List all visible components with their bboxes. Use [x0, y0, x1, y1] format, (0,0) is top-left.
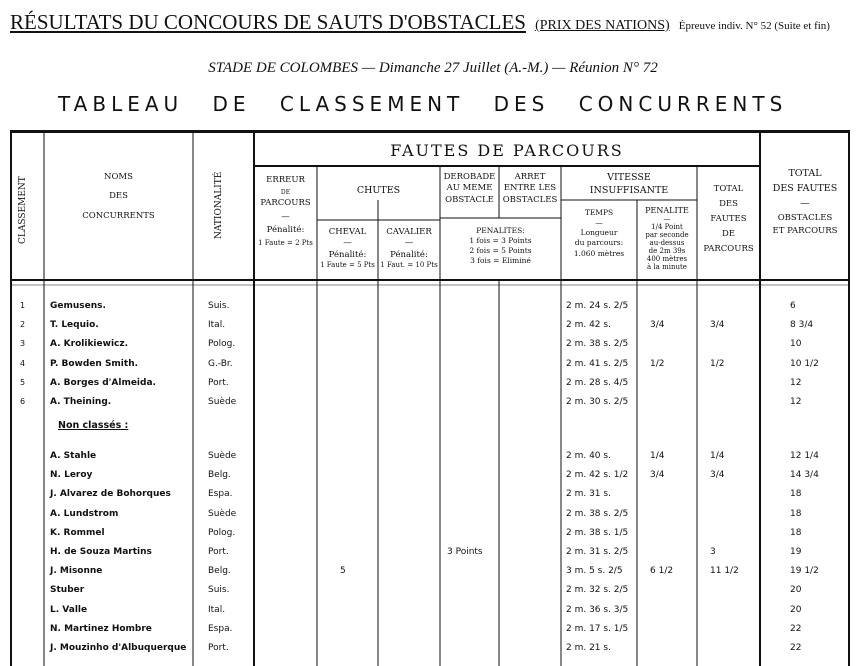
- cheval-l2: —: [343, 238, 352, 249]
- name-cell: N. Leroy: [50, 470, 93, 481]
- total-fautes-cell: 18: [790, 527, 802, 538]
- header-noms-line2: DES: [109, 191, 128, 202]
- tfp-l1: TOTAL: [713, 184, 744, 194]
- temps-l5: 1.060 mètres: [573, 248, 625, 258]
- cheval-l3: Pénalité:: [328, 249, 367, 260]
- temps-cell: 2 m. 42 s. 1/2: [566, 470, 629, 481]
- header-classement: CLASSEMENT: [18, 176, 28, 244]
- header-cavalier: [378, 227, 440, 271]
- penalite-vitesse-cell: 3/4: [650, 470, 665, 481]
- epreuve-label: Épreuve indiv. N° 52 (Suite et fin): [678, 20, 830, 32]
- rank-cell: 5: [20, 377, 26, 387]
- table-row: [10, 563, 850, 582]
- total-parcours-cell: 11 1/2: [710, 566, 739, 577]
- header-line: [10, 10, 860, 35]
- temps-cell: 2 m. 38 s. 2/5: [566, 339, 629, 350]
- penalites-l2: 1 fois = 3 Points: [469, 236, 532, 246]
- total-parcours-cell: 1/4: [710, 451, 725, 461]
- total-fautes-cell: 18: [790, 489, 802, 500]
- non-classes-label: Non classés :: [58, 420, 129, 431]
- erreur-l4: —: [281, 211, 290, 222]
- penvit-l1: PENALITE: [645, 206, 689, 215]
- name-cell: A. Krolikiewicz.: [50, 339, 129, 350]
- nationality-cell: Espa.: [208, 489, 233, 500]
- cheval-cell: 5: [340, 566, 346, 577]
- nationality-cell: Polog.: [208, 527, 236, 538]
- penvit-l2: —: [663, 215, 671, 224]
- tdf-l5: ET PARCOURS: [772, 226, 838, 237]
- nationality-cell: Polog.: [208, 339, 236, 350]
- header-total-fautes-parcours: [697, 182, 760, 256]
- name-cell: Stuber: [50, 585, 85, 596]
- name-cell: H. de Souza Martins: [50, 547, 152, 557]
- nationality-cell: Ital.: [208, 320, 226, 331]
- penalites-l3: 2 fois = 5 Points: [469, 246, 532, 256]
- erreur-l5: Pénalité:: [266, 225, 305, 236]
- penalite-vitesse-cell: 6 1/2: [650, 566, 674, 577]
- temps-cell: 2 m. 38 s. 2/5: [566, 508, 629, 519]
- tdf-l3: —: [800, 198, 810, 210]
- tfp-l4: DE: [721, 228, 736, 239]
- temps-cell: 2 m. 32 s. 2/5: [566, 585, 629, 596]
- table-row: [10, 525, 850, 544]
- penvit-l6: de 2m 39s: [648, 247, 686, 256]
- name-cell: A. Lundstrom: [50, 508, 119, 519]
- temps-l2: —: [595, 218, 603, 228]
- event-subtitle: STADE DE COLOMBES — Dimanche 27 Juillet (A.-M.) — Réunion N° 72: [208, 60, 658, 76]
- table-row: [10, 336, 850, 355]
- name-cell: K. Rommel: [50, 527, 105, 538]
- header-temps: [561, 208, 637, 259]
- table-row: [10, 582, 850, 601]
- total-fautes-cell: 12: [790, 377, 802, 388]
- derobade-l1: DEROBADE: [443, 172, 496, 182]
- total-fautes-cell: 20: [790, 585, 802, 596]
- temps-cell: 2 m. 21 s.: [566, 643, 611, 653]
- table-row: [10, 448, 850, 467]
- derobade-cell: 3 Points: [447, 547, 483, 557]
- tdf-l4: OBSTACLES: [777, 212, 833, 223]
- total-parcours-cell: 3/4: [710, 320, 725, 331]
- nationality-cell: Suède: [208, 451, 237, 461]
- cheval-l1: CHEVAL: [328, 227, 367, 237]
- derobade-l3: OBSTACLE: [445, 194, 494, 205]
- temps-cell: 2 m. 42 s.: [566, 320, 611, 331]
- header-arret: [499, 172, 561, 206]
- total-fautes-cell: 22: [790, 623, 802, 634]
- header-chutes: CHUTES: [356, 185, 401, 196]
- table-row: [10, 317, 850, 336]
- rank-cell: 6: [20, 397, 26, 406]
- penvit-l3: 1/4 Point: [651, 223, 683, 232]
- vitesse-l1: VITESSE: [607, 172, 651, 183]
- temps-cell: 2 m. 31 s. 2/5: [566, 547, 629, 557]
- arret-l1: ARRET: [514, 172, 546, 182]
- tfp-l3: FAUTES: [710, 213, 747, 224]
- total-parcours-cell: 3: [710, 547, 716, 557]
- name-cell: Gemusens.: [50, 301, 106, 311]
- tdf-l2: DES FAUTES: [772, 183, 838, 195]
- nationality-cell: Espa.: [208, 623, 233, 634]
- document-title: RÉSULTATS DU CONCOURS DE SAUTS D'OBSTACLES: [10, 10, 526, 34]
- derobade-l2: AU MEME: [446, 183, 493, 194]
- temps-l1: TEMPS: [584, 208, 614, 217]
- temps-l4: du parcours:: [574, 238, 624, 248]
- header-penalite-vitesse: [637, 206, 697, 272]
- penalite-vitesse-cell: 1/4: [650, 451, 665, 461]
- table-row: [10, 544, 850, 563]
- penvit-l8: à la minute: [647, 263, 687, 272]
- temps-cell: 2 m. 28 s. 4/5: [566, 377, 629, 388]
- total-fautes-cell: 12: [790, 397, 802, 407]
- nationality-cell: Belg.: [208, 470, 231, 481]
- penvit-l5: au-dessus: [649, 239, 685, 248]
- nationality-cell: Suis.: [208, 585, 230, 596]
- total-fautes-cell: 8 3/4: [790, 320, 814, 331]
- total-parcours-cell: 3/4: [710, 470, 725, 481]
- penalites-l1: PENALITES:: [476, 226, 525, 235]
- erreur-l2: DE: [280, 188, 291, 196]
- penalites-l4: 3 fois = Eliminé: [470, 256, 531, 266]
- tdf-l1: TOTAL: [788, 168, 822, 179]
- total-fautes-cell: 10: [790, 339, 802, 350]
- name-cell: P. Bowden Smith.: [50, 358, 139, 369]
- header-fautes-de-parcours: FAUTES DE PARCOURS: [390, 141, 624, 160]
- header-noms: [44, 172, 193, 222]
- name-cell: J. Mouzinho d'Albuquerque: [50, 643, 187, 653]
- cavalier-l3: Pénalité:: [390, 249, 428, 260]
- rank-cell: 1: [20, 301, 26, 310]
- header-noms-line1: NOMS: [104, 172, 133, 182]
- nationality-cell: Suède: [208, 508, 237, 519]
- tfp-l5: PARCOURS: [703, 243, 754, 254]
- penalite-vitesse-cell: 1/2: [650, 358, 665, 369]
- rank-cell: 4: [20, 358, 26, 368]
- header-vitesse: [561, 172, 697, 198]
- nationality-cell: Suède: [208, 397, 237, 407]
- nationality-cell: G.-Br.: [208, 358, 233, 369]
- nationality-cell: Port.: [208, 547, 229, 557]
- total-fautes-cell: 12 1/4: [790, 451, 819, 461]
- temps-cell: 2 m. 40 s.: [566, 451, 611, 461]
- table-row: [10, 375, 850, 394]
- cavalier-l2: —: [404, 238, 414, 249]
- total-fautes-cell: 22: [790, 643, 802, 653]
- total-fautes-cell: 19: [790, 547, 802, 557]
- total-fautes-cell: 14 3/4: [790, 470, 819, 481]
- nationality-cell: Port.: [208, 643, 229, 653]
- table-row: [10, 298, 850, 317]
- name-cell: T. Lequio.: [50, 320, 99, 331]
- results-table: [10, 130, 850, 666]
- arret-l3: OBSTACLES: [502, 194, 558, 205]
- table-row: [10, 640, 850, 659]
- erreur-l3: PARCOURS: [260, 198, 311, 209]
- name-cell: J. Alvarez de Bohorques: [50, 489, 171, 500]
- total-fautes-cell: 18: [790, 508, 802, 519]
- header-noms-line3: CONCURRENTS: [82, 210, 155, 221]
- header-penalites: [440, 226, 561, 267]
- penalite-vitesse-cell: 3/4: [650, 320, 665, 331]
- nationality-cell: Belg.: [208, 566, 231, 577]
- table-row: [10, 356, 850, 375]
- temps-cell: 2 m. 41 s. 2/5: [566, 358, 629, 369]
- temps-l3: Longueur: [580, 228, 618, 238]
- cavalier-l1: CAVALIER: [386, 227, 432, 237]
- temps-cell: 2 m. 24 s. 2/5: [566, 301, 629, 311]
- vitesse-l2: INSUFFISANTE: [589, 184, 669, 196]
- name-cell: L. Valle: [50, 604, 88, 615]
- document-title-sub: (PRIX DES NATIONS): [535, 18, 670, 33]
- header-erreur: [254, 174, 317, 249]
- name-cell: J. Misonne: [50, 566, 103, 577]
- cavalier-l4: 1 Faut. = 10 Pts: [380, 261, 438, 270]
- name-cell: A. Stahle: [50, 451, 97, 461]
- header-nationalite: NATIONALITÉ: [214, 171, 224, 239]
- header-cheval: [317, 227, 378, 271]
- erreur-l1: ERREUR: [266, 175, 305, 185]
- temps-cell: 2 m. 36 s. 3/5: [566, 604, 629, 615]
- temps-cell: 2 m. 38 s. 1/5: [566, 527, 629, 538]
- temps-cell: 2 m. 17 s. 1/5: [566, 623, 629, 634]
- penvit-l7: 400 mètres: [646, 255, 688, 264]
- total-fautes-cell: 20: [790, 604, 802, 615]
- temps-cell: 2 m. 31 s.: [566, 489, 611, 500]
- nationality-cell: Port.: [208, 377, 229, 388]
- table-row: [10, 621, 850, 640]
- nationality-cell: Suis.: [208, 301, 230, 311]
- arret-l2: ENTRE LES: [503, 183, 557, 194]
- table-row: [10, 486, 850, 505]
- total-fautes-cell: 6: [790, 301, 796, 311]
- total-fautes-cell: 19 1/2: [790, 566, 819, 577]
- total-parcours-cell: 1/2: [710, 358, 725, 369]
- header-derobade: [440, 172, 499, 206]
- erreur-l6: 1 Faute = 2 Pts: [258, 238, 313, 247]
- cheval-l4: 1 Faute = 5 Pts: [320, 261, 375, 270]
- penvit-l4: par seconde: [645, 231, 689, 240]
- header-total-des-fautes: [760, 166, 850, 239]
- table-row: [10, 602, 850, 621]
- table-row: [10, 394, 850, 413]
- temps-cell: 3 m. 5 s. 2/5: [566, 566, 623, 577]
- rank-cell: 3: [20, 339, 26, 349]
- temps-cell: 2 m. 30 s. 2/5: [566, 397, 629, 407]
- name-cell: N. Martinez Hombre: [50, 623, 152, 634]
- name-cell: A. Borges d'Almeida.: [50, 377, 156, 388]
- rank-cell: 2: [20, 320, 26, 330]
- tfp-l2: DES: [719, 198, 738, 209]
- table-row: [10, 506, 850, 525]
- table-title: TABLEAU DE CLASSEMENT DES CONCURRENTS: [58, 92, 788, 116]
- name-cell: A. Theining.: [50, 397, 112, 407]
- nationality-cell: Ital.: [208, 604, 226, 615]
- table-row: [10, 467, 850, 486]
- total-fautes-cell: 10 1/2: [790, 358, 819, 369]
